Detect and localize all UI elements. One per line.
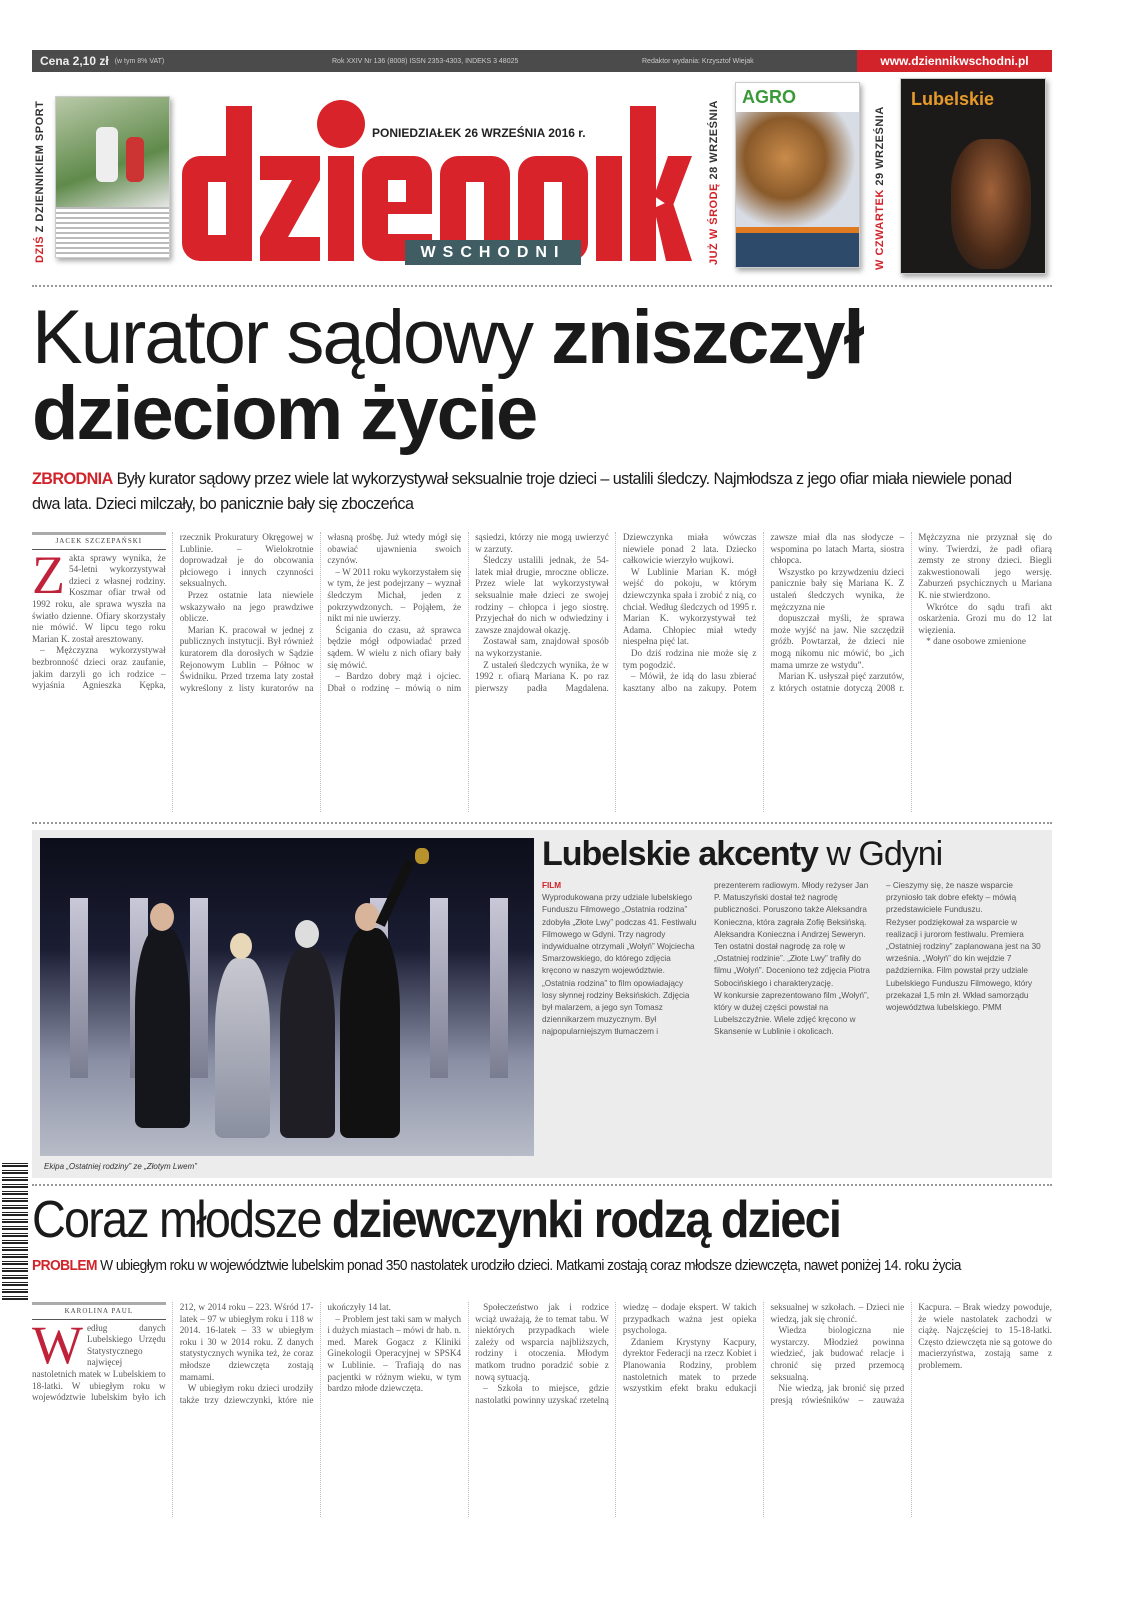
article-paragraph: „Ostatnia rodzina” to film opowiadający losy słynnej rodziny Beksińskich. Zdjęcia był malarzem, a jego syn Tomasz dziennikarzem muzycznym. Był najpopularniejszym tłumaczem i prezenterem radiowym. Młody reżyser Jan P. Matuszyński dostał też nagrodę publiczności. Poruszono także Aleksandra Konieczna, która zagrała Zofię Beksińską. [542,881,869,1037]
price: Cena 2,10 zł [40,54,109,68]
article-paragraph: Zdaniem Krystyny Kacpury, dyrektor Federacji na rzecz Kobiet i Planowania Rodziny, problem nastoletnich matek to przede wszystkim efekt braku edukacji seksualnej w szkołach. – Dzieci nie wiedzą, jak się chronić. [622,1302,905,1394]
lubelskie-magazine-thumbnail[interactable] [900,78,1046,274]
barcode [2,1160,28,1300]
section-tag: FILM [542,881,562,890]
editor-info: Redaktor wydania: Krzysztof Wiejak [642,57,754,65]
article-paragraph: Wiedza biologiczna nie wystarczy. Młodzież powinna wiedzieć, jak budować relacje i chronić się przed przemocą seksualną. [770,1325,905,1382]
article-paragraph: – Cieszymy się, że nasze wsparcie przyniosło tak dobre efekty – mówią przedstawiciele Funduszu. [886,881,1017,915]
lubelskie-promo-label: W CZWARTEK 29 WRZEŚNIA [874,106,886,270]
article2-body [542,880,1042,1165]
article-paragraph: Reżyser podziękował za wsparcie w realizacji i jurorom festiwalu. Premiera „Ostatniej rodziny” zaplanowana jest na 30 września. „Wołyń” do kin wejdzie 7 października. Film powstał przy udziale Lubelskiego Funduszu Filmowego, który przekazał 1,5 mln zł. Wkład samorządu województwa lubelskiego. PMM [886,917,1041,1013]
article3-body [32,1302,1052,1517]
article-paragraph: – Mężczyzna wykorzystywał bezbronność dzieci oraz zaufanie, jakim darzyli go ich rodzice – wyjaśnia Agnieszka Kępka, rzecznik Prokuratury Okręgowej w Lublinie. – Wielokrotnie doprowadzał je do obcowania płciowego i innych czynności seksualnych. [32,532,314,691]
issue-date: PONIEDZIAŁEK 26 WRZEŚNIA 2016 r. [372,126,586,140]
divider [32,285,1052,287]
logo-letter-k [630,106,692,261]
article-paragraph: W Lublinie Marian K. mógł wejść do pokoju, w którym dziewczynka spała i zrobić z nią, co chciał. Według śledczych od 1995 r. Marian K. wykorzystywał też Adama. Chłopiec miał wtedy niespełna pięć lat. [622,566,757,647]
article-paragraph: dopuszczał myśli, że sprawa może wyjść na jaw. Nie szczędził gróźb. Powtarzał, że dzieci nie mogą nikomu nic mówić, bo „ich mama umrze ze wstydu”. [770,613,905,670]
article-paragraph: Nie wiedzą, jak bronić się przed presją rówieśników – zauważa Kacpura. – Brak wiedzy powoduje, że wiele nastolatek zachodzi w ciążę. Najczęściej to 15-18-latki. Często dziewczęta nie są gotowe do macierzyństwa, zostają same z problemem. [770,1302,1052,1405]
article-paragraph: Przez ostatnie lata niewiele wskazywało na jego prawdziwe oblicze. [179,589,314,624]
dropcap: W [32,1314,83,1375]
second-headline[interactable]: Coraz młodsze dziewczynki rodzą dzieci [32,1191,841,1249]
article1-lead: ZBRODNIA Były kurator sądowy przez wiele lat wykorzystywał seksualnie troje dzieci – ustalili śledczy. Najmłodsza z jego ofiar miała niewiele ponad dwa lata. Dzieci milczały, bo panicznie bały się zboczeńca [32,469,1012,513]
article-paragraph: Marian K. usłyszał pięć zarzutów, z których ostatnie dotyczą 2008 r. Mężczyzna nie przyznał się do winy. Twierdzi, że padł ofiarą zemsty ze strony dzieci. Biegli zakwestionowali jego wersję. Zaburzeń psychicznych u Mariana K. nie stwierdzono. [770,532,1052,693]
article-paragraph: akta sprawy wynika, że 54-letni wykorzystywał dzieci z własnej rodziny. Koszmar ofiar trwał od 1992 roku, ale sprawa wyszła na światło dzienne. Ofiary skorzystały nie mówić. W lipcu tego roku Marian K. został aresztowany. [32,552,166,644]
film-headline[interactable]: Lubelskie akcenty w Gdyni [542,835,943,873]
sport-supplement-thumbnail[interactable] [55,96,170,258]
logo-letter-z [260,156,320,261]
agro-supplement-thumbnail[interactable] [735,82,860,268]
divider [32,1184,1052,1186]
article-paragraph: Marian K. pracował w jednej z publicznych instytucji. Był również kuratorem dla dorosłych w Sądzie Rejonowym Lublin – Północ w Świdniku. Przed trzema laty został wykreślony z listy kuratorów na własną prośbę. Już wtedy mógł się obawiać ujawnienia swoich czynów. [179,532,462,693]
paragraph-list [542,880,1042,1039]
article-paragraph: Wyprodukowana przy udziale lubelskiego Funduszu Filmowego „Ostatnia rodzina” zdobyła „Złote Lwy” podczas 41. Festiwalu Filmowego w Gdyni. Trzy nagrody indywidualne otrzymali „Wołyń” Wojciecha Smarzowskiego, do którego zdjęcia kręcono w naszym województwie. [542,893,697,976]
dropcap: Z [32,544,65,605]
logo-subtitle: WSCHODNI [405,240,581,265]
byline: JACEK SZCZEPAŃSKI [32,532,166,550]
article-paragraph: edług danych Lubelskiego Urzędu Statystycznego najwięcej nastoletnich matek w Lubelskiem to 18-latki. W ubiegłym roku w województwie lubelskim było ich 212, w 2014 roku – 223. Wśród 17-latek – 97 w ubiegłym roku i 118 w 2014. 16-latek – 33 w ubiegłym roku i 30 w 2014 roku. Z danych statystycznych wynika też, że coraz młodsze dziewczęta zostają mamami. [32,1302,314,1403]
article-paragraph: Wszystko po krzywdzeniu dzieci panicznie bały się Mariana K. Z ustaleń śledczych wynika, że mężczyzna nie [770,566,905,612]
lubelskie-title: Lubelskie [911,89,995,109]
festival-photo [40,838,534,1156]
article-paragraph: – W 2011 roku wykorzystałem się w tym, że jest podejrzany – wyznał śledczym Michał, jeden z pokrzywdzonych. – Pojąłem, że nikt mi nie uwierzy. [327,566,462,624]
article-paragraph: Do dziś rodzina nie może się z tym pogodzić. [622,647,757,670]
agro-title: AGRO [742,87,796,107]
paragraph-list [32,1302,1052,1406]
article-paragraph: Śledczy ustalili jednak, że 54-latek miał drugie, mroczne oblicze. Przez wiele lat wykorzystywał seksualnie małe dzieci ze swojej rodziny – chłopca i jego siostrę. Przyjechał do nich w odwiedziny i zawsze znajdował okazję. [475,555,609,635]
trophy-icon [415,848,429,864]
logo-letter-d [182,106,252,261]
article-paragraph: Ścigania do czasu, aż sprawca będzie mógł odpowiadać przed sądem. W wielu z nich ofiary bały się mówić. [327,624,462,670]
logo-letter-i [596,156,622,261]
article-paragraph: Społeczeństwo jak i rodzice wciąż uważają, że to temat tabu. W niektórych przypadkach wiele zależy od wsparcia najbliższych, rodziny i otoczenia. Młodym matkom trudno poradzić sobie z nową sytuacją. [475,1302,609,1382]
article-paragraph: – Szkoła to miejsce, gdzie nastolatki powinny uzyskać rzetelną wiedzę – dodaje ekspert. W takich przypadkach ważna jest opieka psychologa. [475,1302,757,1405]
article-paragraph: * dane osobowe zmienione [926,636,1026,647]
article-paragraph: – Problem jest taki sam w małych i dużych miastach – mówi dr hab. n. med. Marek Gogacz z Kliniki Ginekologii Operacyjnej w SPSK4 w Lublinie. – Trafiają do nas pacjentki w różnym wieku, w tym bardzo młode dziewczęta. [327,1313,462,1394]
paragraph-list [32,532,1052,694]
agro-promo-label: JUŻ W ŚRODĘ 28 WRZEŚNIA [708,100,720,265]
divider [32,822,1052,824]
main-headline[interactable]: Kurator sądowy zniszczył dzieciom życie [32,295,863,456]
article-paragraph: – Bardzo dobry mąż i ojciec. Dbał o rodzinę – mówią o nim sąsiedzi, którzy nie mogą uwierzyć w zarzuty. [327,532,609,693]
byline: KAROLINA PAUL [32,1302,166,1320]
article-paragraph: – Mówił, że idą do lasu zbierać kasztany albo na zakupy. Potem zawsze miał dla nas słodycze – wspomina po latach Marta, siostra chłopca. [622,532,905,693]
sport-promo-label: DZIŚ Z DZIENNIKIEM SPORT [34,100,46,263]
article1-body [32,532,1052,812]
article-paragraph: Zostawał sam, znajdował sposób na wykorzystanie. [475,636,609,658]
article-paragraph: W ubiegłym roku dzieci urodziły także trzy dziewczynki, które nie ukończyły 14 lat. [179,1302,391,1405]
top-info-bar [32,50,1052,72]
logo-letter-i [317,100,365,261]
article-paragraph: Z ustaleń śledczych wynika, że w 1992 r. ofiarą Mariana K. po raz pierwszy padła Magdalena. Dziewczynka miała wówczas niewiele ponad 2 lata. Dziecko całkowicie wierzyło wujkowi. [475,532,757,693]
photo-caption: Ekipa „Ostatniej rodziny” ze „Złotym Lwem” [44,1162,197,1171]
vat-note: (w tym 8% VAT) [114,57,165,65]
article3-lead: PROBLEM W ubiegłym roku w województwie lubelskim ponad 350 nastolatek urodziło dzieci. Matkami zostają coraz młodsze dziewczęta, nawet poniżej 14. roku życia [32,1258,961,1274]
article-paragraph: W konkursie zaprezentowano film „Wołyń”, który w dużej części powstał na Lubelszczyźnie. Wiele zdjęć kręcono w Skansenie w Lublinie i okolicach. [714,990,870,1037]
website-link[interactable]: www.dziennikwschodni.pl [857,50,1052,72]
article-paragraph: Wkrótce do sądu trafi akt oskarżenia. Grozi mu do 12 lat więzienia. [918,601,1052,635]
article-paragraph: Aleksandra Konieczna i Andrzej Seweryn. Ten ostatni dostał nagrodę za rolę w „Ostatniej rodzinie”. „Złote Lwy” trafiły do filmu „Wołyń”. Doceniono też zdjęcia Piotra Sobocińskiego i charakteryzację. [714,929,870,988]
issue-info: Rok XXIV Nr 136 (8008) ISSN 2353-4303, INDEKS 3 48025 [332,57,519,65]
